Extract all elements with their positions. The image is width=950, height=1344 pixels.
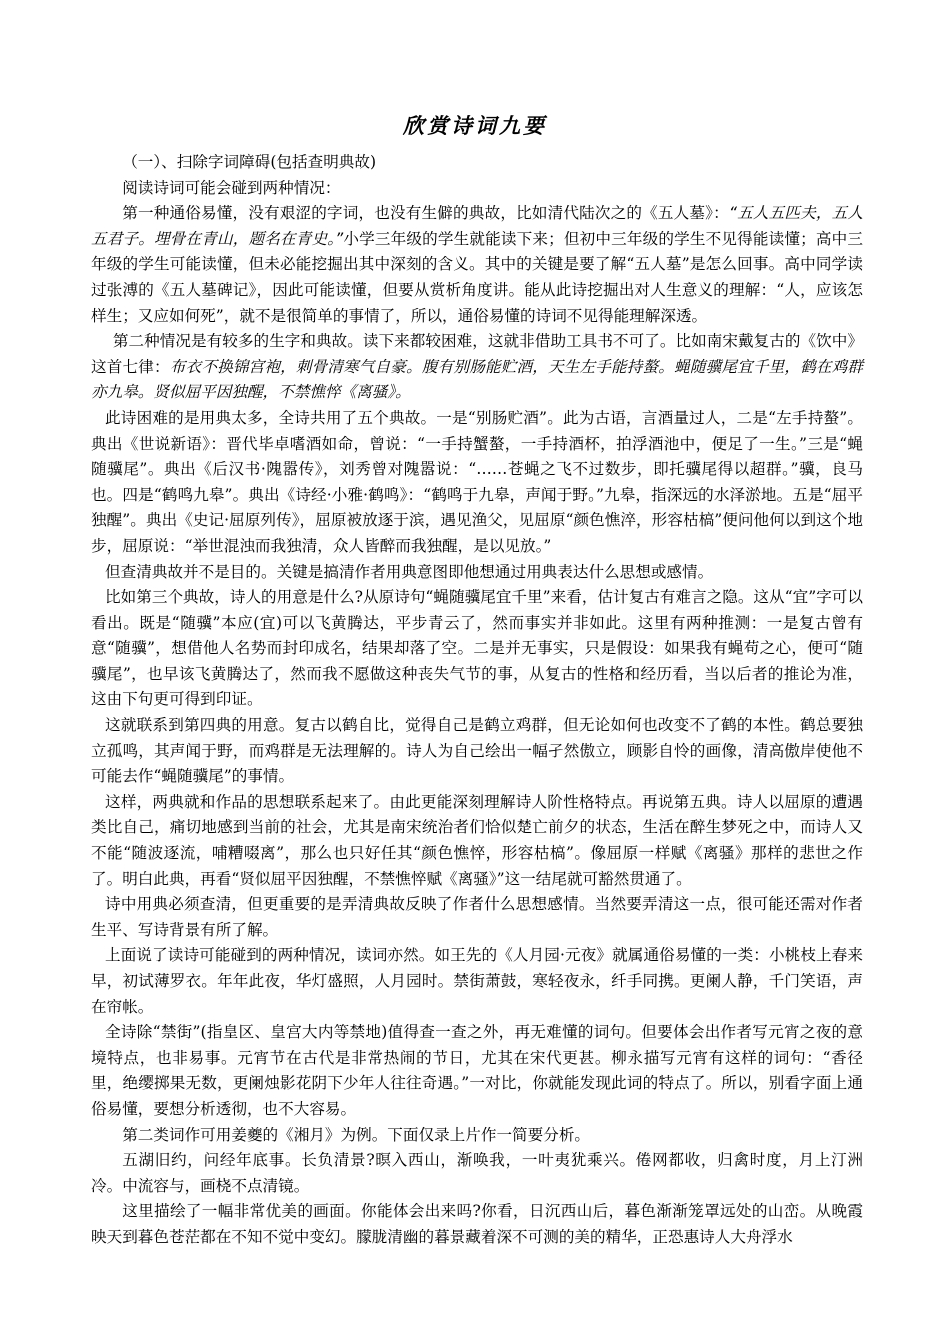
paragraph-text: 第一种通俗易懂，没有艰涩的字词，也没有生僻的典故，比如清代陆次之的《五人墓》： [122, 204, 729, 223]
paragraph-ci-analysis: 全诗除“禁街”(指皇区、皇宫大内等禁地)值得查一查之外，再无难懂的词句。但要体会出作者写元宵之夜的意境特点，也非易事。元宵节在古代是非常热闹的节日，尤其在宋代更甚。柳永描写元宵有这样的词句：“香径里，绝缨掷果无数，更阑烛影花阴下少年人往往奇遇。”一对比，你就能发现此词的特点了。所以，别看字面上通俗易懂，要想分析透彻，也不大容易。 [91, 1023, 863, 1118]
paragraph-purpose: 但查清典故并不是目的。关键是搞清作者用典意图即他想通过用典表达什么思想或感情。 [105, 562, 714, 581]
paragraph-text: 小学三年级的学生就能读下来；但初中三年级的学生不见得能读懂；高中三年级的学生可能读懂，但未必能挖掘出其中深刻的含义。其中的关键是要了解“五人墓”是怎么回事。高中同学读过张溥的《五人墓碑记》，因此可能读懂，但要从赏析角度讲。能从此诗挖掘出对人生意义的理解：“人，应该怎样生；又应如何死”，就不是很简单的事情了，所以，通俗易懂的诗词不见得能理解深透。 [91, 229, 863, 325]
paragraph-text: 第二种情况是有较多的生字和典故。读下来都较困难，这就非借助工具书不可了。比如南宋戴复古的《饮中》这首七律： [91, 332, 863, 376]
paragraph-fourth-allusion: 这就联系到第四典的用意。复古以鹤自比，觉得自己是鹤立鸡群，但无论如何也改变不了鹤的本性。鹤总要独立孤鸣，其声闻于野，而鸡群是无法理解的。诗人为自己绘出一幅孑然傲立，顾影自怜的画像，清高傲岸使他不可能去作“蝇随骥尾”的事情。 [91, 716, 863, 786]
document-body [91, 150, 863, 1251]
section-heading: （一）、扫除字词障碍(包括查明典故) [122, 153, 377, 171]
paragraph-summary: 诗中用典必须查清，但更重要的是弄清典故反映了作者什么思想感情。当然要弄清这一点，很可能还需对作者生平、写诗背景有所了解。 [91, 895, 863, 939]
paragraph-intro: 阅读诗词可能会碰到两种情况： [122, 178, 341, 197]
paragraph-second-case [91, 329, 863, 406]
paragraph-first-case [91, 201, 863, 329]
document-title: 欣赏诗词九要 [403, 113, 547, 138]
poem-quote-wurenmu: “五人五匹夫，五人五君子。埋骨在青山，题名在青史。” [91, 204, 863, 248]
paragraph-ci-easy: 上面说了读诗可能碰到的两种情况，读词亦然。如王先的《人月园·元夜》就属通俗易懂的一类：小桃枝上春来早，初试薄罗衣。年年此夜，华灯盛照，人月园时。禁街萧鼓，寒轻夜永，纤手同携。更阑人静，千门笑语，声在帘帐。 [91, 946, 863, 1016]
paragraph-allusions: 此诗困难的是用典太多，全诗共用了五个典故。一是“别肠贮酒”。此为古语，言酒量过人，二是“左手持螯”。典出《世说新语》：晋代毕卓嗜酒如命，曾说：“一手持蟹螯，一手持酒杯，拍浮酒池中，便足了一生。”三是“蝇随骥尾”。典出《后汉书·隗嚣传》，刘秀曾对隗嚣说：“……苍蝇之飞不过数步，即托骥尾得以超群。”骥，良马也。四是“鹤鸣九皋”。典出《诗经·小雅·鹤鸣》：“鹤鸣于九皋，声闻于野。”九皋，指深远的水泽淤地。五是“屈平独醒”。典出《史记·屈原列传》，屈原被放逐于滨，遇见渔父，见屈原“颜色憔淬，形容枯槁”便问他何以到这个地步，屈原说：“举世混浊而我独清，众人皆醉而我独醒，是以见放。” [91, 408, 863, 555]
paragraph-second-type: 第二类词作可用姜夔的《湘月》为例。下面仅录上片作一简要分析。 [122, 1125, 591, 1144]
paragraph-xiangyue-quote: 五湖旧约，问经年底事。长负清景?暝入西山，渐唤我，一叶夷犹乘兴。倦网都收，归禽时度，月上汀洲冷。中流容与，画桡不点清镜。 [91, 1151, 863, 1195]
paragraph-third-allusion: 比如第三个典故，诗人的用意是什么?从原诗句“蝇随骥尾宜千里”来看，估计复古有难言之隐。这从“宜”字可以看出。既是“随骥”本应(宜)可以飞黄腾达，平步青云了，然而事实并非如此。这里有两种推测：一是复古曾有意“随骥”，想借他人名势而封印成名，结果却落了空。二是并无事实，只是假设：如果我有蝇苟之心，便可“随骥尾”，也早该飞黄腾达了，然而我不愿做这种丧失气节的事，从复古的性格和经历看，当以后者的推论为准，这由下句更可得到印证。 [91, 588, 863, 709]
paragraph-fifth-allusion: 这样，两典就和作品的思想联系起来了。由此更能深刻理解诗人阶性格特点。再说第五典。诗人以屈原的遭遇类比自己，痛切地感到当前的社会，尤其是南宋统治者们恰似楚亡前夕的状态，生活在醉生梦死之中，而诗人又不能“随波逐流，哺糟啜离”，那么也只好任其“颜色憔悴，形容枯槁”。像屈原一样赋《离骚》那样的悲世之作了。明白此典，再看“贤似屈平因独醒，不禁憔悴赋《离骚》”这一结尾就可豁然贯通了。 [91, 792, 863, 888]
poem-quote-yinzhong: 布衣不换锦宫袍，刺骨清寒气自豪。腹有别肠能贮酒，天生左手能持螯。蝇随骥尾宜千里，鹤在鸡群亦九皋。贤似屈平因独醒，不禁憔悴《离骚》。 [91, 357, 863, 402]
paragraph-xiangyue-analysis: 这里描绘了一幅非常优美的画面。你能体会出来吗?你看，日沉西山后，暮色渐渐笼罩远处的山峦。从晚霞映天到暮色苍茫都在不知不觉中变幻。朦胧清幽的暮景藏着深不可测的美的精华，正恐惠诗人大舟浮水 [91, 1202, 863, 1246]
